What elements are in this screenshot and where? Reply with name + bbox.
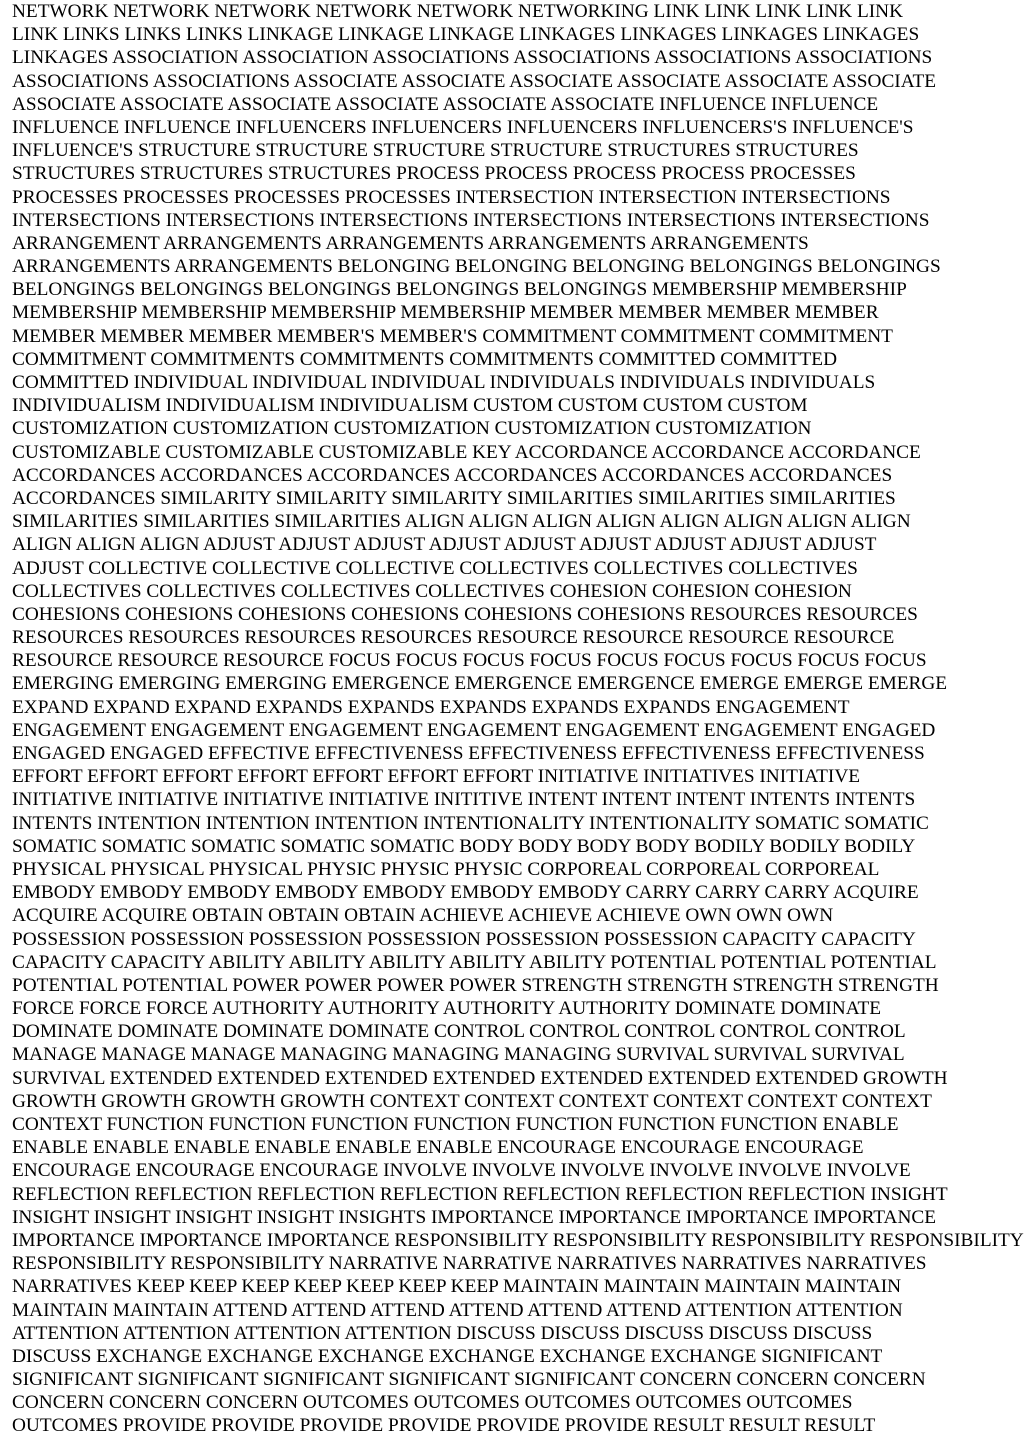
text-line: PHYSICAL PHYSICAL PHYSICAL PHYSIC PHYSIC PHYSIC CORPOREAL CORPOREAL CORPOREAL bbox=[12, 858, 880, 880]
text-line: FORCE FORCE FORCE AUTHORITY AUTHORITY AUTHORITY AUTHORITY DOMINATE DOMINATE bbox=[12, 998, 882, 1020]
text-line: SOMATIC SOMATIC SOMATIC SOMATIC SOMATIC BODY BODY BODY BODY BODILY BODILY BODILY bbox=[12, 835, 916, 857]
text-line: POSSESSION POSSESSION POSSESSION POSSESSION POSSESSION POSSESSION CAPACITY CAPACITY bbox=[12, 928, 916, 950]
text-line: INSIGHT INSIGHT INSIGHT INSIGHT INSIGHTS IMPORTANCE IMPORTANCE IMPORTANCE IMPORTANCE bbox=[12, 1206, 937, 1228]
text-line: INFLUENCE'S STRUCTURE STRUCTURE STRUCTURE STRUCTURE STRUCTURES STRUCTURES bbox=[12, 140, 859, 162]
text-line: MEMBER MEMBER MEMBER MEMBER'S MEMBER'S COMMITMENT COMMITMENT COMMITMENT bbox=[12, 325, 893, 347]
text-line: INTERSECTIONS INTERSECTIONS INTERSECTIONS INTERSECTIONS INTERSECTIONS INTERSECTIONS bbox=[12, 209, 930, 231]
text-line: SIGNIFICANT SIGNIFICANT SIGNIFICANT SIGNIFICANT SIGNIFICANT CONCERN CONCERN CONCERN bbox=[12, 1369, 926, 1391]
text-line: COMMITTED INDIVIDUAL INDIVIDUAL INDIVIDUAL INDIVIDUALS INDIVIDUALS INDIVIDUALS bbox=[12, 372, 876, 393]
text-line: DOMINATE DOMINATE DOMINATE DOMINATE CONTROL CONTROL CONTROL CONTROL CONTROL bbox=[12, 1021, 906, 1043]
text-line: MEMBERSHIP MEMBERSHIP MEMBERSHIP MEMBERSHIP MEMBER MEMBER MEMBER MEMBER bbox=[12, 302, 879, 324]
text-line: CUSTOMIZATION CUSTOMIZATION CUSTOMIZATION CUSTOMIZATION CUSTOMIZATION bbox=[12, 418, 812, 440]
text-line: DISCUSS EXCHANGE EXCHANGE EXCHANGE EXCHANGE EXCHANGE EXCHANGE SIGNIFICANT bbox=[12, 1345, 883, 1367]
text-line: ACCORDANCES SIMILARITY SIMILARITY SIMILARITY SIMILARITIES SIMILARITIES SIMILARITIES bbox=[12, 487, 896, 509]
text-line: ADJUST COLLECTIVE COLLECTIVE COLLECTIVE COLLECTIVES COLLECTIVES COLLECTIVES bbox=[12, 557, 858, 579]
text-line: ASSOCIATIONS ASSOCIATIONS ASSOCIATE ASSOCIATE ASSOCIATE ASSOCIATE ASSOCIATE ASSOCIATE bbox=[12, 70, 937, 92]
text-line: CONCERN CONCERN CONCERN OUTCOMES OUTCOMES OUTCOMES OUTCOMES OUTCOMES bbox=[12, 1392, 853, 1414]
text-line: ENABLE ENABLE ENABLE ENABLE ENABLE ENABLE ENCOURAGE ENCOURAGE ENCOURAGE bbox=[12, 1137, 864, 1159]
text-line: INDIVIDUALISM INDIVIDUALISM INDIVIDUALISM CUSTOM CUSTOM CUSTOM CUSTOM bbox=[12, 395, 808, 417]
text-line: SURVIVAL EXTENDED EXTENDED EXTENDED EXTENDED EXTENDED EXTENDED EXTENDED GROWTH bbox=[12, 1067, 948, 1089]
text-line: ACCORDANCES ACCORDANCES ACCORDANCES ACCORDANCES ACCORDANCES ACCORDANCES bbox=[12, 464, 893, 486]
text-line: LINKAGES ASSOCIATION ASSOCIATION ASSOCIATIONS ASSOCIATIONS ASSOCIATIONS ASSOCIATIONS bbox=[12, 47, 933, 69]
text-line: STRUCTURES STRUCTURES STRUCTURES PROCESS PROCESS PROCESS PROCESS PROCESSES bbox=[12, 163, 856, 185]
text-line: RESOURCES RESOURCES RESOURCES RESOURCES RESOURCE RESOURCE RESOURCE RESOURCE bbox=[12, 627, 895, 649]
text-line: NETWORK NETWORK NETWORK NETWORK NETWORK NETWORKING LINK LINK LINK LINK LINK bbox=[12, 1, 904, 22]
text-line: GROWTH GROWTH GROWTH GROWTH CONTEXT CONTEXT CONTEXT CONTEXT CONTEXT CONTEXT bbox=[12, 1090, 932, 1112]
text-line: ALIGN ALIGN ALIGN ADJUST ADJUST ADJUST ADJUST ADJUST ADJUST ADJUST ADJUST ADJUST bbox=[12, 534, 877, 556]
text-line: EFFORT EFFORT EFFORT EFFORT EFFORT EFFORT EFFORT INITIATIVE INITIATIVES INITIATIVE bbox=[12, 766, 861, 788]
text-line: OUTCOMES PROVIDE PROVIDE PROVIDE PROVIDE PROVIDE PROVIDE RESULT RESULT RESULT bbox=[12, 1415, 876, 1437]
text-line: CONTEXT FUNCTION FUNCTION FUNCTION FUNCTION FUNCTION FUNCTION FUNCTION ENABLE bbox=[12, 1114, 899, 1135]
document-body bbox=[12, 0, 1022, 1438]
text-line: COMMITMENT COMMITMENTS COMMITMENTS COMMITMENTS COMMITTED COMMITTED bbox=[12, 348, 838, 370]
text-line: ACQUIRE ACQUIRE OBTAIN OBTAIN OBTAIN ACHIEVE ACHIEVE ACHIEVE OWN OWN OWN bbox=[12, 905, 834, 927]
text-line: BELONGINGS BELONGINGS BELONGINGS BELONGINGS BELONGINGS MEMBERSHIP MEMBERSHIP bbox=[12, 279, 907, 301]
text-line: REFLECTION REFLECTION REFLECTION REFLECTION REFLECTION REFLECTION REFLECTION INSIGHT bbox=[12, 1183, 948, 1205]
text-line: COLLECTIVES COLLECTIVES COLLECTIVES COLLECTIVES COHESION COHESION COHESION bbox=[12, 580, 852, 602]
text-line: ARRANGEMENT ARRANGEMENTS ARRANGEMENTS ARRANGEMENTS ARRANGEMENTS bbox=[12, 232, 809, 254]
text-line: MAINTAIN MAINTAIN ATTEND ATTEND ATTEND ATTEND ATTEND ATTEND ATTENTION ATTENTION bbox=[12, 1299, 903, 1321]
text-line: RESOURCE RESOURCE RESOURCE FOCUS FOCUS FOCUS FOCUS FOCUS FOCUS FOCUS FOCUS FOCUS bbox=[12, 650, 927, 672]
text-line: EMERGING EMERGING EMERGING EMERGENCE EMERGENCE EMERGENCE EMERGE EMERGE EMERGE bbox=[12, 673, 948, 695]
text-line: PROCESSES PROCESSES PROCESSES PROCESSES INTERSECTION INTERSECTION INTERSECTIONS bbox=[12, 186, 891, 208]
text-line: INITIATIVE INITIATIVE INITIATIVE INITIATIVE INITITIVE INTENT INTENT INTENT INTENTS INTENTS bbox=[12, 789, 916, 811]
text-line: INFLUENCE INFLUENCE INFLUENCERS INFLUENCERS INFLUENCERS INFLUENCERS'S INFLUENCE'S bbox=[12, 116, 914, 138]
text-line: COHESIONS COHESIONS COHESIONS COHESIONS COHESIONS COHESIONS RESOURCES RESOURCES bbox=[12, 603, 918, 625]
text-line: ARRANGEMENTS ARRANGEMENTS BELONGING BELONGING BELONGING BELONGINGS BELONGINGS bbox=[12, 256, 941, 278]
text-line: ENCOURAGE ENCOURAGE ENCOURAGE INVOLVE INVOLVE INVOLVE INVOLVE INVOLVE INVOLVE bbox=[12, 1160, 911, 1182]
text-line: ASSOCIATE ASSOCIATE ASSOCIATE ASSOCIATE ASSOCIATE ASSOCIATE INFLUENCE INFLUENCE bbox=[12, 93, 879, 115]
text-line: ATTENTION ATTENTION ATTENTION ATTENTION DISCUSS DISCUSS DISCUSS DISCUSS DISCUSS bbox=[12, 1322, 873, 1344]
text-line: ENGAGED ENGAGED EFFECTIVE EFFECTIVENESS EFFECTIVENESS EFFECTIVENESS EFFECTIVENESS bbox=[12, 743, 925, 764]
text-line: EXPAND EXPAND EXPAND EXPANDS EXPANDS EXPANDS EXPANDS EXPANDS ENGAGEMENT bbox=[12, 696, 850, 718]
text-line: CUSTOMIZABLE CUSTOMIZABLE CUSTOMIZABLE KEY ACCORDANCE ACCORDANCE ACCORDANCE bbox=[12, 441, 921, 463]
text-line: INTENTS INTENTION INTENTION INTENTION INTENTIONALITY INTENTIONALITY SOMATIC SOMATIC bbox=[12, 812, 929, 834]
text-line: LINK LINKS LINKS LINKS LINKAGE LINKAGE LINKAGE LINKAGES LINKAGES LINKAGES LINKAGES bbox=[12, 24, 920, 46]
text-line: SIMILARITIES SIMILARITIES SIMILARITIES ALIGN ALIGN ALIGN ALIGN ALIGN ALIGN ALIGN ALIGN bbox=[12, 511, 911, 533]
text-line: EMBODY EMBODY EMBODY EMBODY EMBODY EMBODY EMBODY CARRY CARRY CARRY ACQUIRE bbox=[12, 882, 919, 904]
text-line: CAPACITY CAPACITY ABILITY ABILITY ABILITY ABILITY ABILITY POTENTIAL POTENTIAL POTENTIAL bbox=[12, 951, 937, 973]
text-line: NARRATIVES KEEP KEEP KEEP KEEP KEEP KEEP KEEP MAINTAIN MAINTAIN MAINTAIN MAINTAIN bbox=[12, 1276, 902, 1298]
text-line: RESPONSIBILITY RESPONSIBILITY NARRATIVE NARRATIVE NARRATIVES NARRATIVES NARRATIVES bbox=[12, 1253, 927, 1275]
text-line: MANAGE MANAGE MANAGE MANAGING MANAGING MANAGING SURVIVAL SURVIVAL SURVIVAL bbox=[12, 1044, 905, 1066]
text-line: POTENTIAL POTENTIAL POWER POWER POWER POWER STRENGTH STRENGTH STRENGTH STRENGTH bbox=[12, 974, 939, 996]
text-line: IMPORTANCE IMPORTANCE IMPORTANCE RESPONSIBILITY RESPONSIBILITY RESPONSIBILITY RESPONSIBILITY bbox=[12, 1229, 1024, 1251]
text-line: ENGAGEMENT ENGAGEMENT ENGAGEMENT ENGAGEMENT ENGAGEMENT ENGAGEMENT ENGAGED bbox=[12, 719, 936, 741]
